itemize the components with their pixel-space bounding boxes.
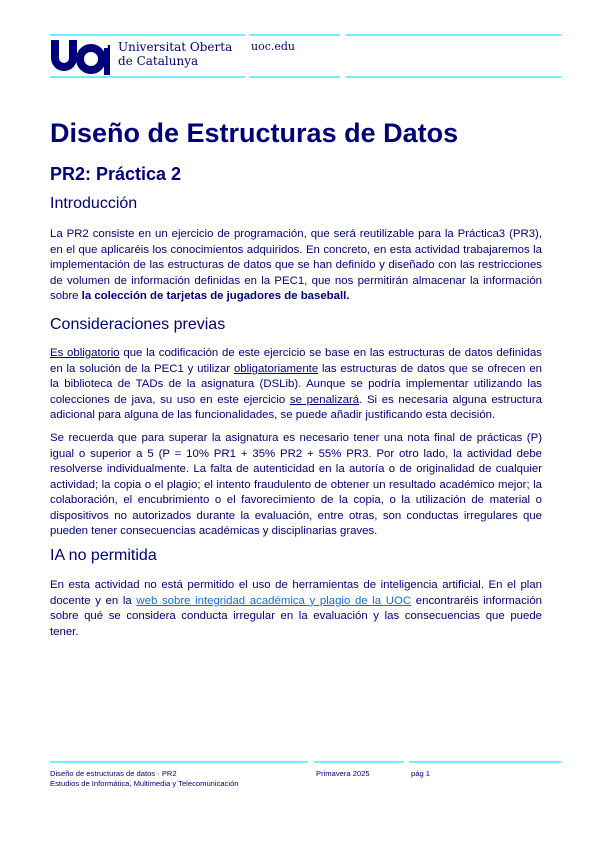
footer-rule-left (50, 761, 308, 763)
section-heading-intro: Introducción (50, 195, 138, 212)
footer-rule-right (409, 761, 561, 763)
previas-text-2: las estructuras de datos que se ofrecen en la biblioteca de TADs de la asignatura (DSLib). Aunque se podría implementar utilizando las colecciones de java, su uso en este ejercicio (50, 362, 542, 406)
ia-paragraph (50, 578, 542, 640)
header-top-rule-left (50, 34, 245, 36)
previas-paragraph-2: Se recuerda que para superar la asignatura es necesario tener una nota final de prácticas (P) igual o superior a 5 (P = 10% PR1 + 35% PR2 + 55% PR3. Por otro lado, la actividad debe resolverse individualmente. La falta de autenticidad en la autoría o de originalidad de cualquier actividad; la copia o el plagio; el intento fraudulento de obtener un resultado académico mejor; la colaboración, el encubrimiento o el favorecimiento de la copia, o la utilización de material o dispositivos no autorizados durante la evaluación, entre otras, son conductas irregulares que pueden tener consecuencias académicas y disciplinarias graves. (50, 432, 542, 537)
previas-text-3: . Si es necesaria alguna estructura adicional para alguna de las funcionalidades, se puede añadir justificando esta decisión. (50, 393, 542, 421)
university-url[interactable]: uoc.edu (251, 40, 295, 53)
intro-paragraph (50, 227, 542, 305)
university-name-line1: Universitat Oberta (118, 40, 233, 54)
ia-text-1: En esta actividad no está permitido el uso de herramientas de inteligencia artificial. En el plan docente y en la (50, 579, 542, 607)
header-bottom-rule-mid (249, 76, 340, 78)
footer-page-number: pág 1 (411, 769, 431, 778)
document-title: Diseño de Estructuras de Datos (50, 118, 459, 148)
intro-bold-text: la colección de tarjetas de jugadores de baseball. (81, 290, 350, 302)
previas-text-1: que la codificación de este ejercicio se base en las estructuras de datos definidas en la solución de la PEC1 y utilizar (50, 347, 542, 375)
previas-underline-2: obligatoriamente (233, 362, 319, 375)
header-bottom-rule-right (346, 76, 561, 78)
university-name (118, 40, 232, 68)
header-top-rule-mid (249, 34, 340, 36)
section-heading-ia: IA no permitida (50, 547, 157, 564)
previas-underline-3: se penalizará (289, 393, 360, 406)
header-bottom-rule-left (50, 76, 245, 78)
previas-underline-1: Es obligatorio (50, 347, 120, 359)
university-name-line2: de Catalunya (118, 54, 199, 68)
footer-semester: Primavera 2025 (316, 769, 370, 778)
previas-paragraph-1 (50, 346, 542, 424)
document-subtitle: PR2: Práctica 2 (50, 164, 182, 184)
intro-text: La PR2 consiste en un ejercicio de programación, que será reutilizable para la Práctica3 (PR3), en el que aplicaréis los conocimientos adquiridos. En concreto, en esta actividad trabajaremos la implementación de las estructuras de datos que se han definido y diseñado con las restricciones de volumen de información definidas en la PEC1, que nos permitirán almacenar la información sobre (50, 228, 542, 302)
footer-rule-mid (314, 761, 404, 763)
footer-studies: Estudios de Informática, Multimedia y Telecomunicación (50, 779, 239, 788)
integrity-link[interactable]: web sobre integridad académica y plagio de la UOC (136, 594, 412, 607)
ia-text-2: encontraréis información sobre qué se considera conducta irregular en la evaluación y las consecuencias que puede tener. (50, 594, 543, 638)
header-top-rule-right (346, 34, 561, 36)
uoc-logo (50, 37, 110, 75)
footer-course: Diseño de estructuras de datos · PR2 (50, 769, 177, 778)
section-heading-previas: Consideraciones previas (50, 316, 226, 333)
